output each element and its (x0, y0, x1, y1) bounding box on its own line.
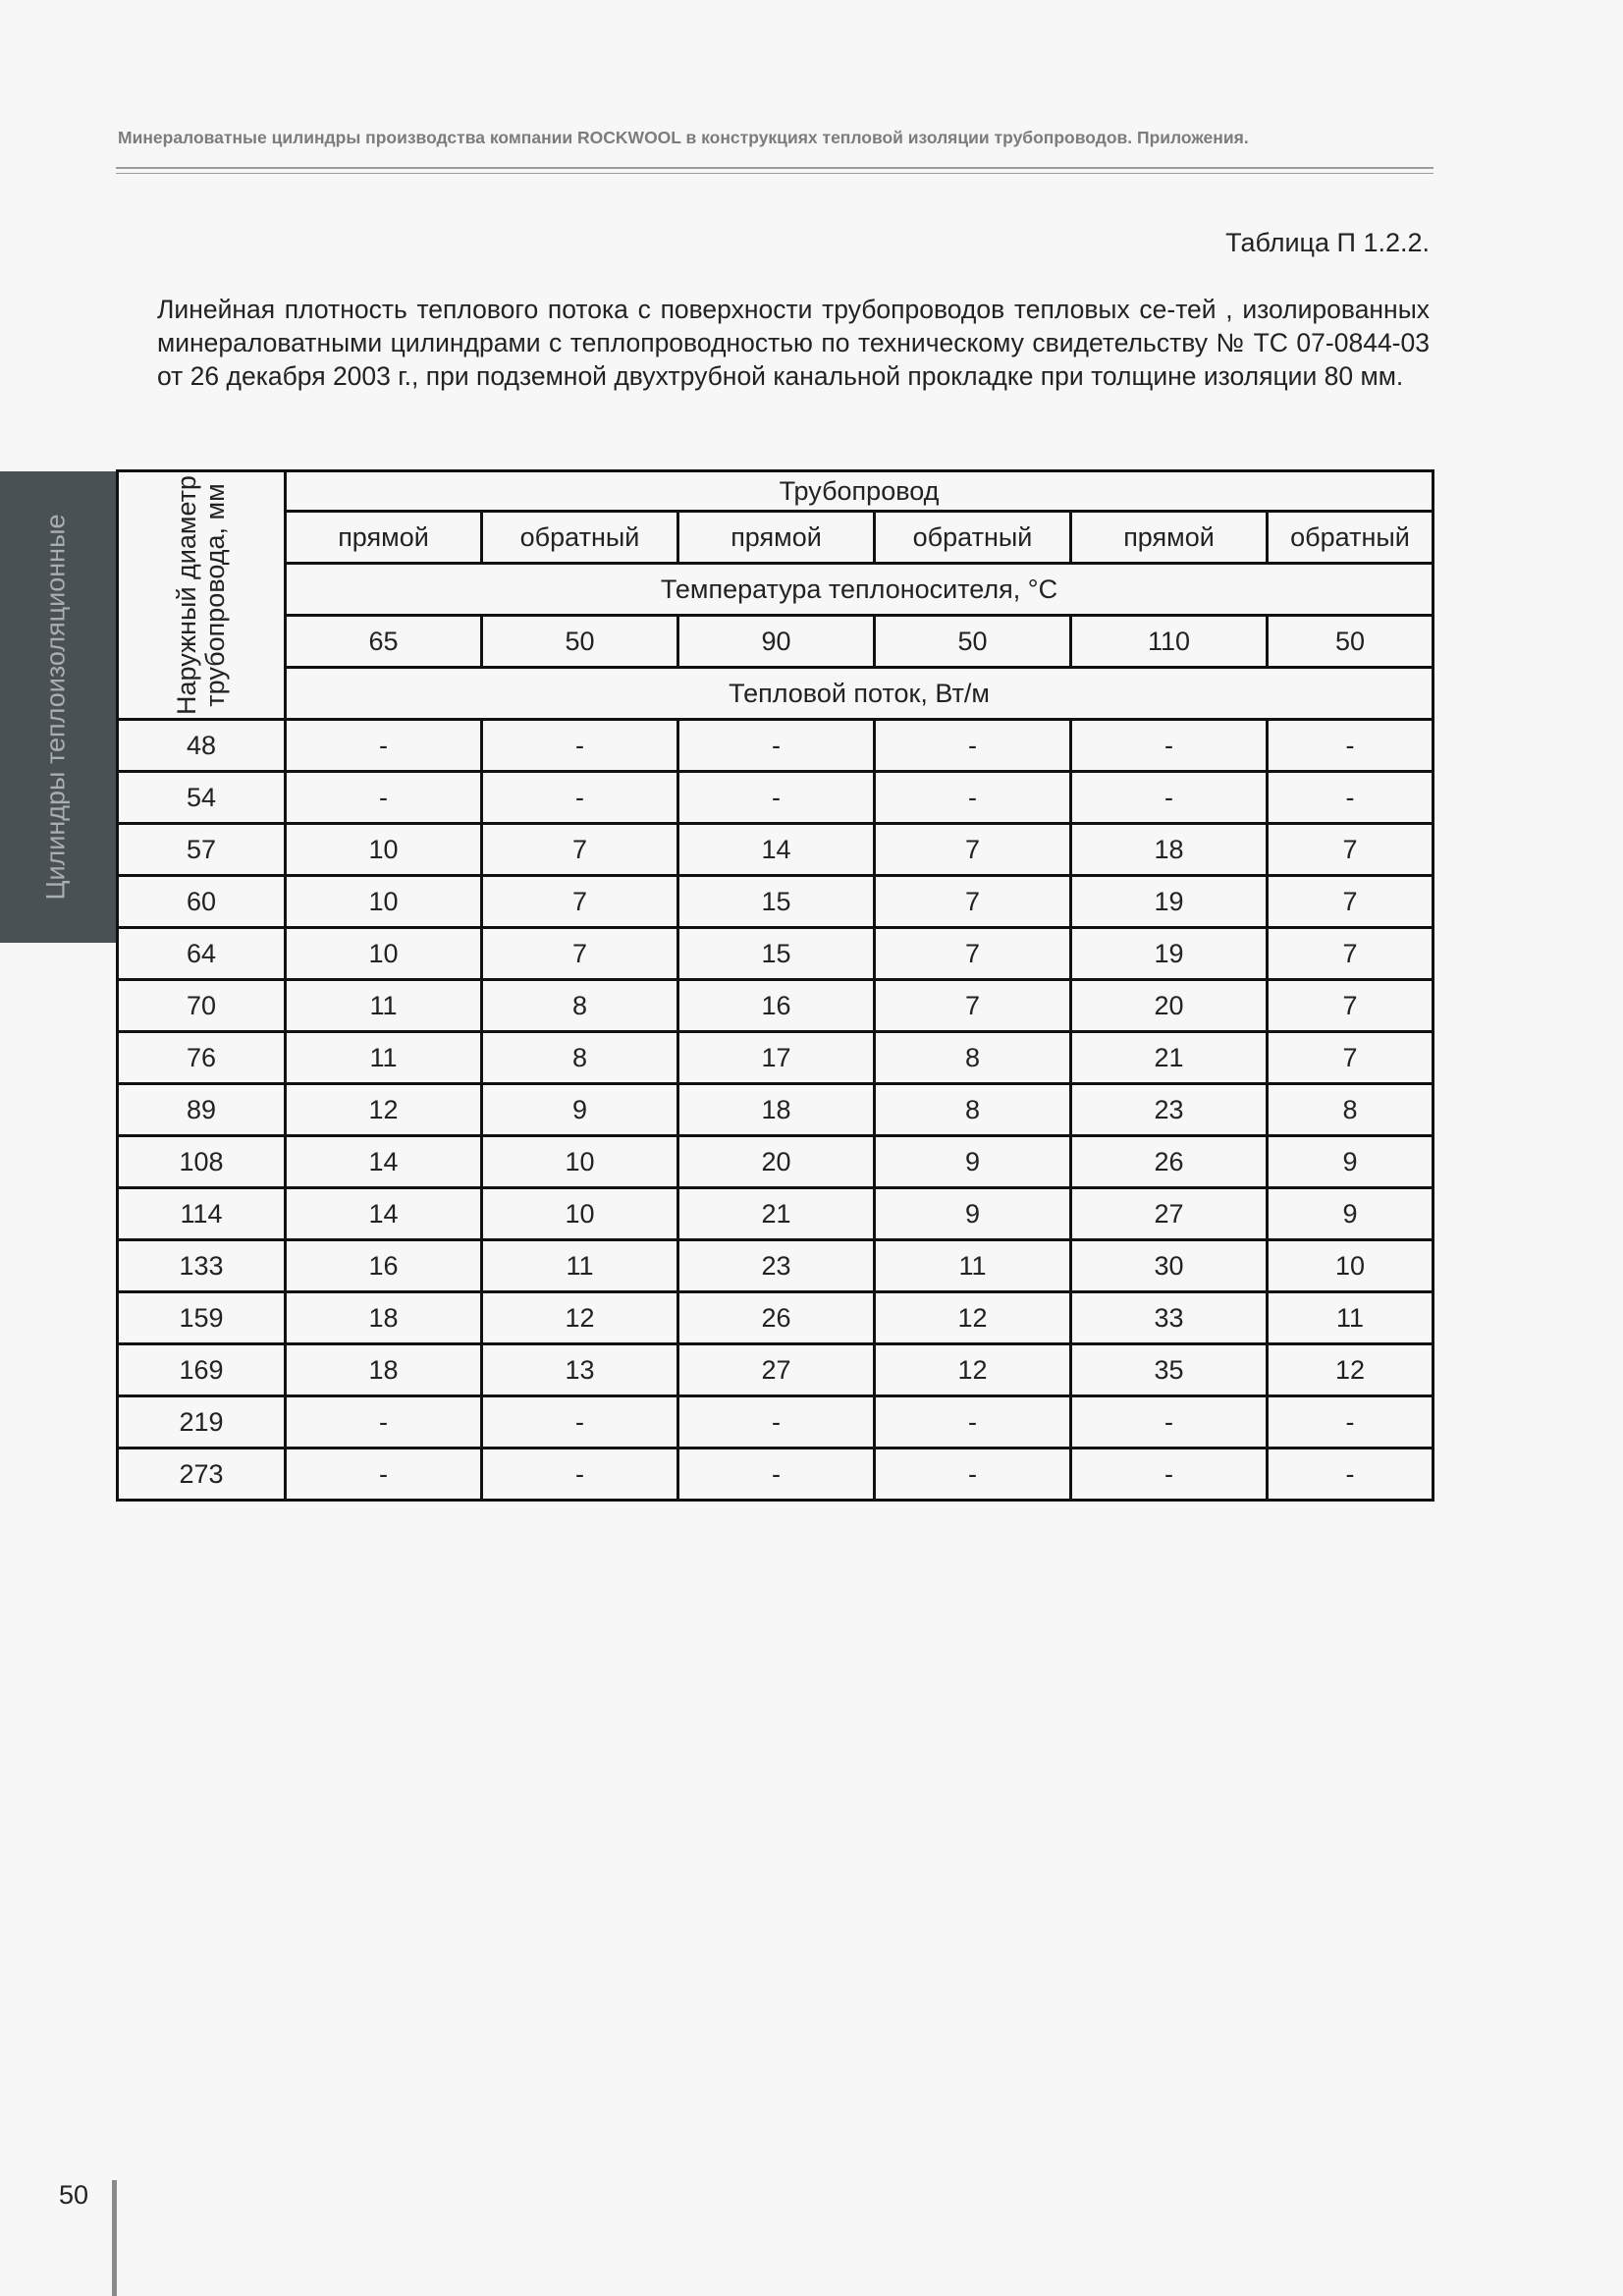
heat-flow-cell: 9 (875, 1188, 1071, 1240)
table-row (118, 1188, 1434, 1240)
diameter-cell: 57 (118, 824, 286, 876)
diameter-cell: 219 (118, 1396, 286, 1449)
heat-flow-cell: 9 (875, 1136, 1071, 1188)
heat-flow-cell: - (482, 772, 678, 824)
header-row-temperature (118, 564, 1434, 616)
diameter-cell: 70 (118, 980, 286, 1032)
table-caption: Таблица П 1.2.2. (1225, 228, 1430, 257)
heat-flow-cell: 11 (1268, 1292, 1434, 1344)
heat-flow-cell: 12 (482, 1292, 678, 1344)
diameter-cell: 60 (118, 876, 286, 928)
direction-label: прямой (678, 512, 875, 564)
table-row (118, 928, 1434, 980)
heat-flow-cell: 12 (875, 1344, 1071, 1396)
heat-flow-cell: 10 (286, 928, 482, 980)
direction-label: прямой (286, 512, 482, 564)
direction-label: обратный (875, 512, 1071, 564)
header-row-direction (118, 512, 1434, 564)
heat-flow-cell: 17 (678, 1032, 875, 1084)
heat-flow-cell: 7 (1268, 928, 1434, 980)
table-row (118, 980, 1434, 1032)
heat-flow-cell: 7 (875, 928, 1071, 980)
heat-flow-cell: 20 (1071, 980, 1268, 1032)
direction-label: прямой (1071, 512, 1268, 564)
heat-flow-cell: - (875, 1449, 1071, 1501)
pipeline-header: Трубопровод (286, 471, 1434, 512)
heat-flow-cell: 7 (1268, 824, 1434, 876)
temperature-value: 65 (286, 616, 482, 668)
diameter-cell: 48 (118, 720, 286, 772)
table-row (118, 1292, 1434, 1344)
heat-flow-cell: 7 (875, 876, 1071, 928)
diameter-header-line2: трубопровода, мм (200, 483, 230, 707)
heat-flow-cell: - (286, 1449, 482, 1501)
heat-flow-cell: 12 (1268, 1344, 1434, 1396)
heat-flow-cell: - (482, 720, 678, 772)
diameter-cell: 54 (118, 772, 286, 824)
intro-paragraph: Линейная плотность теплового потока с поверхности трубопроводов тепловых се-тей , изолированных минераловатными цилиндрами с теплопроводностью по техническому свидетельству № ТС 07-0844-03 от 26 декабря 2003 г., при подземной двухтрубной канальной прокладке при толщине изоляции 80 мм. (157, 295, 1430, 391)
heat-flow-cell: 21 (678, 1188, 875, 1240)
heat-flow-cell: 11 (482, 1240, 678, 1292)
heat-flow-cell: - (482, 1396, 678, 1449)
heat-flow-cell: 18 (286, 1292, 482, 1344)
diameter-header (173, 475, 230, 715)
heat-flow-cell: 12 (875, 1292, 1071, 1344)
table-row (118, 1136, 1434, 1188)
heat-flow-cell: 19 (1071, 928, 1268, 980)
heat-flow-cell: - (1071, 772, 1268, 824)
diameter-cell: 89 (118, 1084, 286, 1136)
heat-flow-cell: 10 (286, 876, 482, 928)
heat-flow-header: Тепловой поток, Вт/м (286, 668, 1434, 720)
heat-flow-cell: 14 (286, 1188, 482, 1240)
heat-flow-cell: 7 (1268, 876, 1434, 928)
heat-flow-cell: 10 (1268, 1240, 1434, 1292)
heat-flow-cell: 7 (875, 980, 1071, 1032)
diameter-cell: 169 (118, 1344, 286, 1396)
header-rule-bottom (116, 173, 1434, 174)
heat-flow-cell: 7 (482, 928, 678, 980)
running-header: Минераловатные цилиндры производства компании ROCKWOOL в конструкциях тепловой изоляции трубопроводов. Приложения. (118, 128, 1249, 147)
table-row (118, 1344, 1434, 1396)
heat-flow-cell: 23 (1071, 1084, 1268, 1136)
header-rule-top (116, 167, 1434, 169)
heat-flow-cell: 27 (678, 1344, 875, 1396)
heat-flow-cell: 11 (286, 980, 482, 1032)
diameter-cell: 108 (118, 1136, 286, 1188)
heat-flow-cell: - (1268, 1396, 1434, 1449)
heat-flow-cell: - (875, 1396, 1071, 1449)
table-row (118, 1032, 1434, 1084)
heat-flow-cell: 8 (875, 1084, 1071, 1136)
table-row (118, 772, 1434, 824)
table-row (118, 1396, 1434, 1449)
heat-flow-cell: - (482, 1449, 678, 1501)
heat-flow-cell: - (678, 720, 875, 772)
temperature-value: 110 (1071, 616, 1268, 668)
heat-flow-cell: 27 (1071, 1188, 1268, 1240)
header-row-temperature-values (118, 616, 1434, 668)
heat-flow-cell: - (1071, 1396, 1268, 1449)
diameter-header-line1: Наружный диаметр (172, 475, 201, 715)
temperature-value: 50 (482, 616, 678, 668)
heat-flow-cell: 18 (286, 1344, 482, 1396)
heat-flow-cell: 26 (1071, 1136, 1268, 1188)
heat-flow-cell: 19 (1071, 876, 1268, 928)
heat-flow-cell: - (875, 720, 1071, 772)
heat-flow-cell: 18 (678, 1084, 875, 1136)
heat-flow-cell: 8 (482, 980, 678, 1032)
heat-flow-cell: 16 (286, 1240, 482, 1292)
diameter-header-cell (118, 471, 286, 720)
header-row-pipeline (118, 471, 1434, 512)
diameter-cell: 273 (118, 1449, 286, 1501)
heat-flow-cell: 12 (286, 1084, 482, 1136)
heat-flow-cell: - (875, 772, 1071, 824)
heat-flow-cell: 14 (286, 1136, 482, 1188)
heat-flow-cell: 10 (286, 824, 482, 876)
heat-flow-cell: - (286, 1396, 482, 1449)
heat-flow-cell: 33 (1071, 1292, 1268, 1344)
heat-flow-cell: 35 (1071, 1344, 1268, 1396)
heat-flow-cell: - (1071, 720, 1268, 772)
heat-flow-cell: - (1268, 720, 1434, 772)
heat-flow-cell: 16 (678, 980, 875, 1032)
heat-flow-cell: - (678, 772, 875, 824)
page-number: 50 (59, 2180, 89, 2210)
direction-label: обратный (482, 512, 678, 564)
heat-flow-cell: 10 (482, 1188, 678, 1240)
temperature-value: 50 (875, 616, 1071, 668)
heat-flow-cell: 9 (1268, 1188, 1434, 1240)
heat-flow-cell: - (678, 1449, 875, 1501)
heat-flow-cell: - (286, 772, 482, 824)
heat-flow-cell: 18 (1071, 824, 1268, 876)
heat-flow-table (116, 469, 1434, 1502)
table-row (118, 824, 1434, 876)
heat-flow-cell: 13 (482, 1344, 678, 1396)
heat-flow-cell: 9 (482, 1084, 678, 1136)
temperature-value: 50 (1268, 616, 1434, 668)
heat-flow-cell: 23 (678, 1240, 875, 1292)
diameter-cell: 76 (118, 1032, 286, 1084)
heat-flow-cell: 15 (678, 928, 875, 980)
heat-flow-cell: - (1268, 772, 1434, 824)
table-row (118, 1449, 1434, 1501)
table-row (118, 876, 1434, 928)
table-row (118, 720, 1434, 772)
heat-flow-cell: - (678, 1396, 875, 1449)
heat-flow-cell: - (1071, 1449, 1268, 1501)
heat-flow-cell: 7 (1268, 1032, 1434, 1084)
heat-flow-cell: 15 (678, 876, 875, 928)
diameter-cell: 133 (118, 1240, 286, 1292)
side-tab-label: Цилиндры теплоизоляционные (40, 514, 71, 901)
diameter-cell: 159 (118, 1292, 286, 1344)
heat-flow-cell: 20 (678, 1136, 875, 1188)
temperature-header: Температура теплоносителя, °С (286, 564, 1434, 616)
heat-flow-cell: 8 (482, 1032, 678, 1084)
header-row-heat-flow (118, 668, 1434, 720)
diameter-cell: 114 (118, 1188, 286, 1240)
heat-flow-cell: 8 (875, 1032, 1071, 1084)
heat-flow-cell: 7 (482, 876, 678, 928)
direction-label: обратный (1268, 512, 1434, 564)
temperature-value: 90 (678, 616, 875, 668)
heat-flow-cell: 30 (1071, 1240, 1268, 1292)
heat-flow-cell: - (1268, 1449, 1434, 1501)
heat-flow-cell: 11 (286, 1032, 482, 1084)
heat-flow-cell: 7 (1268, 980, 1434, 1032)
heat-flow-cell: 7 (875, 824, 1071, 876)
heat-flow-cell: 10 (482, 1136, 678, 1188)
heat-flow-cell: - (286, 720, 482, 772)
heat-flow-cell: 9 (1268, 1136, 1434, 1188)
diameter-cell: 64 (118, 928, 286, 980)
page-number-bar (112, 2180, 117, 2296)
heat-flow-cell: 7 (482, 824, 678, 876)
heat-flow-cell: 11 (875, 1240, 1071, 1292)
heat-flow-cell: 8 (1268, 1084, 1434, 1136)
heat-flow-cell: 21 (1071, 1032, 1268, 1084)
heat-flow-cell: 26 (678, 1292, 875, 1344)
table-row (118, 1084, 1434, 1136)
heat-flow-cell: 14 (678, 824, 875, 876)
table-row (118, 1240, 1434, 1292)
